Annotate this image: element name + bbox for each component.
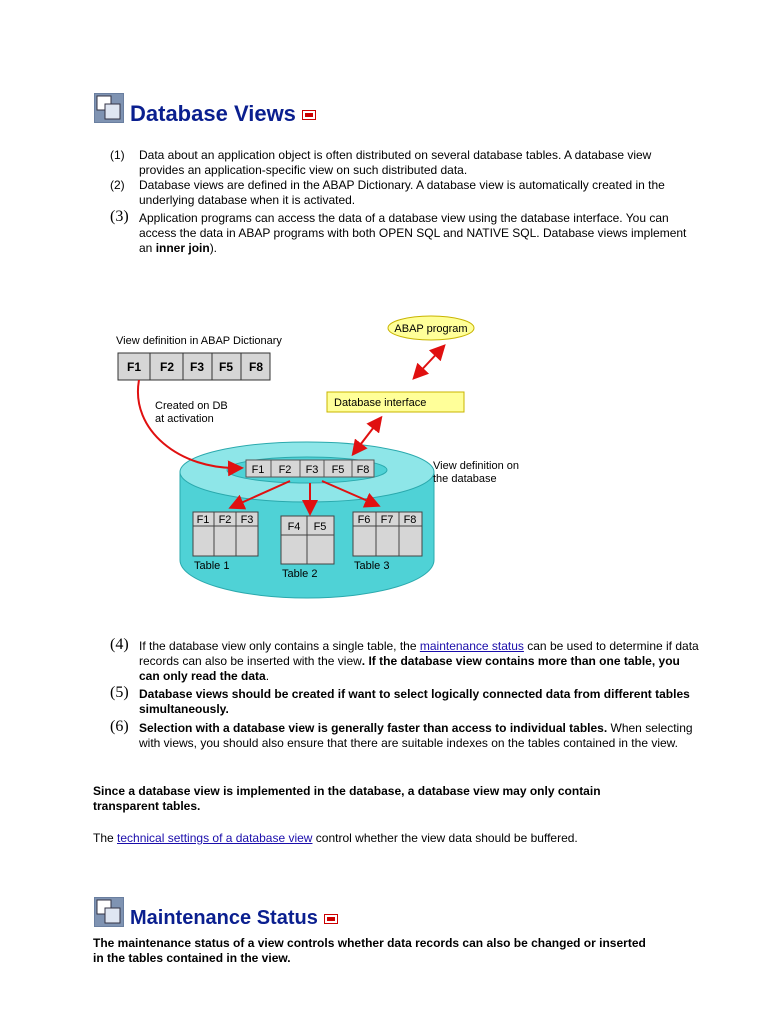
arrow: [415, 347, 443, 377]
list-item: (5) Database views should be created if want to select logically connected data from different tables simultaneously.: [110, 684, 690, 716]
table-label: Table 1: [194, 560, 230, 572]
table-label: Table 3: [354, 560, 390, 572]
section-icon: [94, 93, 124, 128]
svg-text:F6: F6: [357, 514, 371, 526]
technical-settings-link[interactable]: technical settings of a database view: [117, 831, 313, 845]
expand-icon[interactable]: [324, 914, 338, 924]
svg-text:F2: F2: [218, 514, 232, 526]
view-on-db-label: View definition on: [433, 460, 520, 472]
list-item: (4) If the database view only contains a single table, the maintenance status can be used to determine if data records can also be inserted with the view. If the database view contains more than one table, you can only read the data.: [110, 636, 699, 683]
created-label: at activation: [155, 413, 214, 425]
svg-text:F4: F4: [287, 521, 301, 533]
db-view-field-row: [246, 460, 374, 477]
list-item: (6) Selection with a database view is generally faster than access to individual tables. When selecting with views, you should also ensure that there are suitable indexes on the tables contained in the view.: [110, 718, 693, 750]
svg-text:F1: F1: [196, 514, 210, 526]
technical-settings-paragraph: The technical settings of a database view control whether the view data should be buffered.: [93, 831, 578, 845]
dict-field: F1: [126, 360, 142, 374]
svg-text:F5: F5: [313, 521, 327, 533]
view-on-db-label: the database: [433, 473, 497, 485]
svg-text:F7: F7: [380, 514, 394, 526]
section-title: Maintenance Status: [130, 907, 338, 930]
dict-field-row: [118, 353, 270, 380]
section-icon: [94, 897, 124, 932]
list-item: (3) Application programs can access the data of a database view using the database interface. You can access the data in ABAP programs with both OPEN SQL and NATIVE SQL. Database views implement an inner join).: [110, 208, 687, 255]
section-text: The maintenance status of a view controls whether data records can also be changed or inserted in the tables contained in the view.: [93, 936, 646, 965]
table-label: Table 2: [282, 568, 318, 580]
view-def-label: View definition in ABAP Dictionary: [116, 335, 282, 347]
list-item: (2) Database views are defined in the ABAP Dictionary. A database view is automatically created in the underlying database when it is activated.: [110, 178, 665, 207]
dict-field: F3: [189, 360, 205, 374]
dict-field: F5: [218, 360, 234, 374]
list-item: (1) Data about an application object is often distributed on several database tables. A database view provides an application-specific view on such distributed data.: [110, 148, 652, 177]
db-view-field: F2: [278, 464, 292, 476]
db-view-field: F1: [251, 464, 265, 476]
db-view-field: F5: [331, 464, 345, 476]
db-view-field: F8: [356, 464, 370, 476]
svg-text:ABAP program: ABAP program: [394, 323, 468, 335]
page-title: Database Views: [130, 101, 316, 127]
svg-text:Database interface: Database interface: [334, 397, 427, 409]
created-label: Created on DB: [155, 400, 228, 412]
dict-field: F2: [159, 360, 175, 374]
svg-text:F3: F3: [240, 514, 254, 526]
maintenance-status-link[interactable]: maintenance status: [419, 639, 524, 653]
svg-text:F8: F8: [403, 514, 417, 526]
database-view-diagram: [0, 300, 768, 600]
expand-icon[interactable]: [302, 110, 316, 120]
db-view-field: F3: [305, 464, 319, 476]
dict-field: F8: [248, 360, 264, 374]
note-paragraph: Since a database view is implemented in the database, a database view may only contain transparent tables.: [93, 784, 601, 813]
